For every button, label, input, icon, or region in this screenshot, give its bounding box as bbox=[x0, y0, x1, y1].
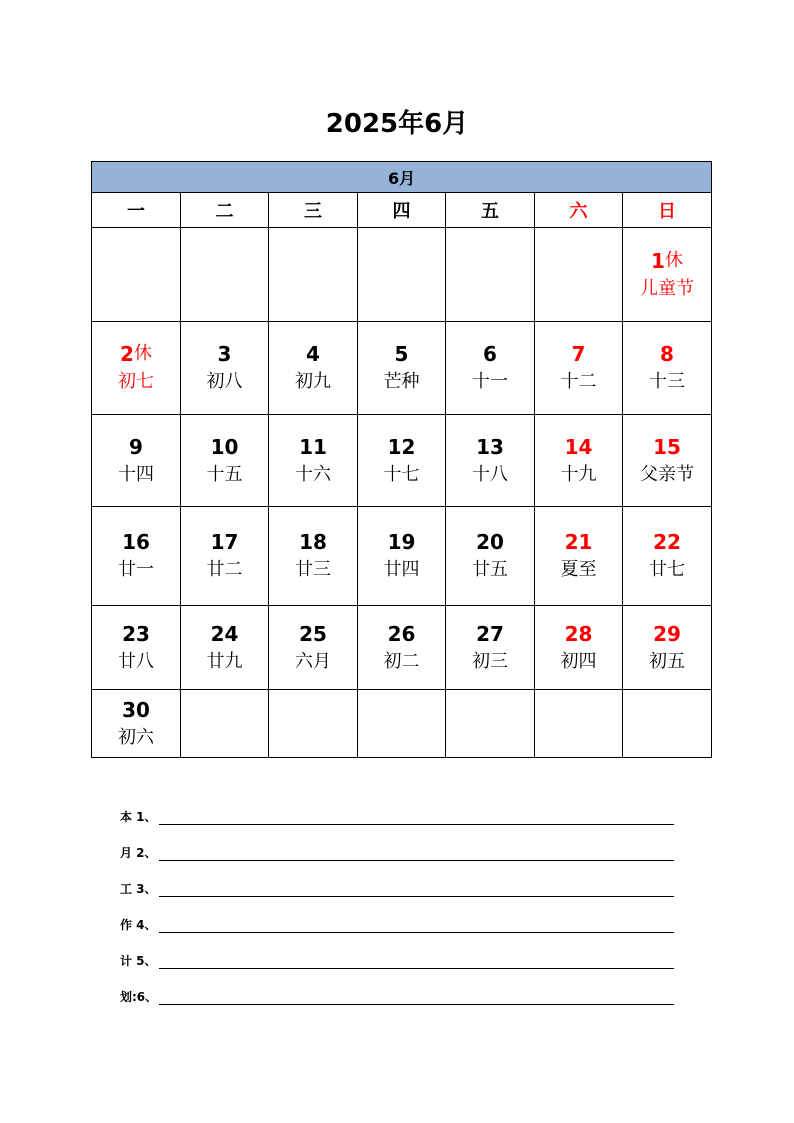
day-number-text: 30 bbox=[122, 697, 150, 722]
rest-day-mark: 休 bbox=[664, 249, 683, 271]
lunar-date: 初二 bbox=[383, 650, 420, 672]
day-cell bbox=[358, 322, 446, 415]
day-number bbox=[358, 340, 445, 368]
day-number bbox=[446, 340, 534, 368]
day-cell bbox=[535, 606, 623, 690]
day-number bbox=[358, 528, 445, 556]
lunar-date: 十三 bbox=[649, 371, 686, 392]
empty-day-cell bbox=[269, 690, 358, 758]
day-number bbox=[181, 433, 268, 461]
day-cell bbox=[92, 415, 181, 507]
lunar-date: 十四 bbox=[118, 463, 154, 485]
page-title: 2025年6月 bbox=[325, 109, 469, 139]
note-label: 计 5、 bbox=[120, 954, 157, 968]
note-line bbox=[120, 933, 680, 969]
note-label: 划:6、 bbox=[120, 990, 158, 1004]
note-line bbox=[120, 861, 680, 897]
empty-day-cell bbox=[181, 690, 269, 758]
weekday-header: 一 bbox=[92, 193, 181, 228]
lunar-date: 廿四 bbox=[383, 559, 420, 580]
note-label: 月 2、 bbox=[120, 846, 157, 860]
day-number bbox=[446, 528, 534, 556]
day-number-text: 6 bbox=[483, 342, 497, 366]
day-cell bbox=[269, 322, 358, 415]
day-number-text: 18 bbox=[299, 530, 327, 554]
day-number-text: 28 bbox=[564, 621, 593, 646]
week-row bbox=[92, 606, 712, 690]
day-number-text: 1 bbox=[651, 248, 665, 273]
day-number bbox=[446, 433, 534, 461]
day-number bbox=[623, 247, 711, 275]
lunar-date: 初三 bbox=[472, 650, 508, 672]
note-line bbox=[120, 897, 680, 933]
lunar-date: 十九 bbox=[560, 463, 597, 485]
weekday-header: 五 bbox=[446, 193, 535, 228]
lunar-date: 初四 bbox=[560, 650, 597, 672]
day-cell bbox=[181, 322, 269, 415]
day-number-text: 24 bbox=[210, 621, 239, 646]
day-number-text: 11 bbox=[299, 434, 327, 459]
day-number-text: 25 bbox=[299, 621, 327, 646]
day-number-text: 4 bbox=[306, 342, 320, 366]
day-cell bbox=[446, 606, 535, 690]
week-row bbox=[92, 322, 712, 415]
day-number-text: 16 bbox=[122, 530, 150, 554]
lunar-date: 父亲节 bbox=[640, 463, 695, 485]
lunar-date: 十六 bbox=[295, 463, 331, 485]
day-number bbox=[535, 528, 622, 556]
day-number bbox=[92, 528, 180, 556]
note-label: 工 3、 bbox=[120, 882, 157, 896]
week-row bbox=[92, 507, 712, 606]
day-number-text: 23 bbox=[122, 621, 150, 646]
note-line bbox=[120, 825, 680, 861]
day-cell bbox=[358, 606, 446, 690]
empty-day-cell bbox=[269, 228, 358, 322]
lunar-date: 廿二 bbox=[206, 559, 243, 580]
lunar-date: 六月 bbox=[295, 650, 331, 672]
day-number bbox=[446, 620, 534, 648]
monthly-plan-notes bbox=[120, 789, 680, 1005]
note-underline[interactable] bbox=[159, 954, 674, 969]
day-number-text: 7 bbox=[571, 342, 586, 366]
weekday-header: 三 bbox=[269, 193, 358, 228]
empty-day-cell bbox=[358, 228, 446, 322]
note-underline[interactable] bbox=[159, 918, 674, 933]
weekday-header: 二 bbox=[181, 193, 269, 228]
lunar-date: 十七 bbox=[383, 463, 420, 485]
day-number-text: 17 bbox=[210, 530, 239, 554]
lunar-date: 十八 bbox=[472, 463, 508, 485]
day-cell bbox=[181, 415, 269, 507]
day-number bbox=[269, 620, 357, 648]
day-cell bbox=[181, 507, 269, 606]
month-header-row bbox=[92, 162, 712, 193]
day-cell bbox=[446, 507, 535, 606]
day-cell bbox=[358, 415, 446, 507]
weekday-header-row bbox=[92, 193, 712, 228]
day-number bbox=[92, 340, 180, 368]
day-number bbox=[269, 528, 357, 556]
day-cell bbox=[623, 322, 712, 415]
day-number-text: 9 bbox=[129, 434, 143, 459]
lunar-date: 初五 bbox=[649, 650, 686, 672]
empty-day-cell bbox=[535, 690, 623, 758]
week-row bbox=[92, 690, 712, 758]
day-number-text: 27 bbox=[476, 621, 504, 646]
day-cell bbox=[535, 322, 623, 415]
day-cell bbox=[535, 415, 623, 507]
note-underline[interactable] bbox=[159, 990, 674, 1005]
day-number bbox=[623, 433, 711, 461]
day-cell bbox=[535, 507, 623, 606]
day-cell bbox=[92, 690, 181, 758]
empty-day-cell bbox=[358, 690, 446, 758]
day-cell bbox=[623, 606, 712, 690]
day-number-text: 14 bbox=[564, 434, 593, 459]
day-cell bbox=[623, 507, 712, 606]
empty-day-cell bbox=[92, 228, 181, 322]
day-cell bbox=[623, 228, 712, 322]
note-line bbox=[120, 969, 680, 1005]
empty-day-cell bbox=[623, 690, 712, 758]
note-label: 本 1、 bbox=[120, 810, 157, 824]
day-number-text: 20 bbox=[476, 530, 504, 554]
day-number bbox=[535, 433, 622, 461]
day-number-text: 22 bbox=[653, 530, 681, 554]
empty-day-cell bbox=[446, 228, 535, 322]
empty-day-cell bbox=[181, 228, 269, 322]
day-number bbox=[181, 340, 268, 368]
day-number-text: 13 bbox=[476, 434, 504, 459]
note-line bbox=[120, 789, 680, 825]
calendar-table bbox=[91, 161, 712, 758]
day-number-text: 26 bbox=[387, 621, 416, 646]
week-row bbox=[92, 228, 712, 322]
day-number-text: 8 bbox=[660, 342, 674, 366]
lunar-date: 十二 bbox=[560, 371, 597, 392]
note-label: 作 4、 bbox=[120, 918, 157, 932]
day-number bbox=[623, 340, 711, 368]
day-cell bbox=[269, 606, 358, 690]
lunar-date: 十五 bbox=[206, 463, 243, 485]
day-number bbox=[358, 433, 445, 461]
lunar-date: 十一 bbox=[472, 371, 508, 392]
day-number-text: 21 bbox=[564, 530, 593, 554]
day-cell bbox=[269, 415, 358, 507]
day-number-text: 5 bbox=[394, 342, 409, 366]
month-label: 6月 bbox=[92, 162, 712, 193]
lunar-date: 初八 bbox=[206, 371, 243, 392]
empty-day-cell bbox=[535, 228, 623, 322]
day-cell bbox=[446, 415, 535, 507]
day-cell bbox=[446, 322, 535, 415]
day-cell bbox=[181, 606, 269, 690]
day-number-text: 19 bbox=[387, 530, 416, 554]
lunar-date: 初七 bbox=[118, 371, 154, 392]
day-number bbox=[623, 528, 711, 556]
weekday-header: 四 bbox=[358, 193, 446, 228]
day-cell bbox=[623, 415, 712, 507]
day-number bbox=[181, 528, 268, 556]
day-cell bbox=[92, 322, 181, 415]
day-number bbox=[269, 433, 357, 461]
lunar-date: 廿一 bbox=[118, 559, 154, 580]
day-number bbox=[269, 340, 357, 368]
day-number-text: 3 bbox=[217, 342, 232, 366]
lunar-date: 芒种 bbox=[383, 371, 420, 392]
day-number bbox=[535, 620, 622, 648]
day-number bbox=[358, 620, 445, 648]
day-number bbox=[623, 620, 711, 648]
day-cell bbox=[358, 507, 446, 606]
day-number bbox=[92, 696, 180, 724]
day-number bbox=[92, 620, 180, 648]
week-row bbox=[92, 415, 712, 507]
lunar-date: 初六 bbox=[118, 726, 154, 748]
weekday-header: 六 bbox=[535, 193, 623, 228]
lunar-date: 廿三 bbox=[295, 559, 331, 580]
note-underline[interactable] bbox=[159, 846, 674, 861]
lunar-date: 廿八 bbox=[118, 650, 154, 672]
lunar-date: 夏至 bbox=[560, 559, 597, 580]
day-cell bbox=[92, 507, 181, 606]
note-underline[interactable] bbox=[159, 810, 674, 825]
note-underline[interactable] bbox=[159, 882, 674, 897]
day-cell bbox=[269, 507, 358, 606]
day-number bbox=[181, 620, 268, 648]
day-number bbox=[535, 340, 622, 368]
day-number-text: 10 bbox=[210, 434, 239, 459]
day-number-text: 2 bbox=[120, 342, 134, 366]
lunar-date: 初九 bbox=[295, 371, 331, 392]
day-number bbox=[92, 433, 180, 461]
day-number-text: 15 bbox=[653, 434, 681, 459]
rest-day-mark: 休 bbox=[133, 343, 152, 364]
empty-day-cell bbox=[446, 690, 535, 758]
lunar-date: 廿九 bbox=[206, 650, 243, 672]
day-number-text: 12 bbox=[387, 434, 416, 459]
lunar-date: 廿七 bbox=[649, 559, 686, 580]
lunar-date: 廿五 bbox=[472, 559, 508, 580]
weekday-header: 日 bbox=[623, 193, 712, 228]
day-number-text: 29 bbox=[653, 621, 681, 646]
day-cell bbox=[92, 606, 181, 690]
lunar-date: 儿童节 bbox=[640, 277, 695, 299]
